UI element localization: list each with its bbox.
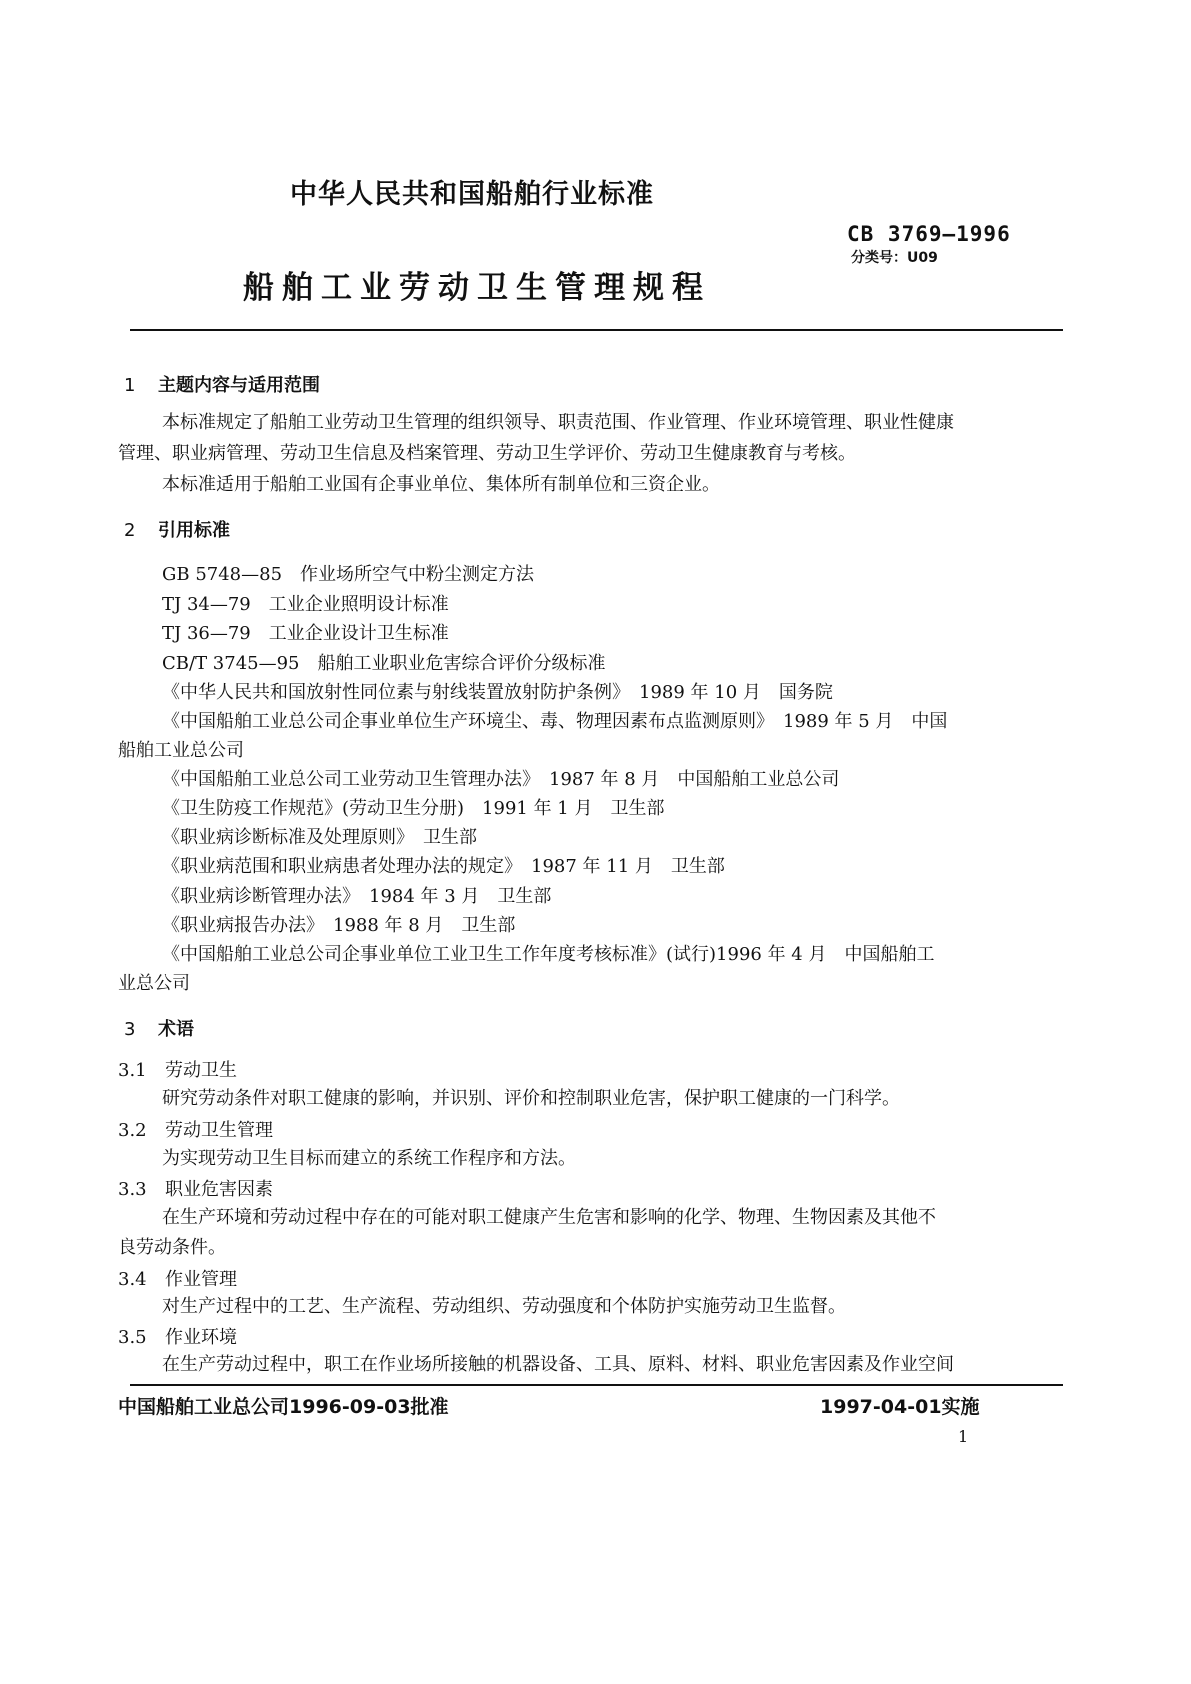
- term-name: 劳动卫生管理: [165, 1120, 273, 1141]
- term-number: 3.5: [118, 1327, 147, 1348]
- section-number: 1: [124, 375, 136, 396]
- section-title: 主题内容与适用范围: [158, 375, 320, 396]
- term-heading: [118, 1056, 237, 1082]
- reference-item: TJ 36—79 工业企业设计卫生标准: [162, 623, 449, 644]
- reference-item: TJ 34—79 工业企业照明设计标准: [162, 594, 449, 615]
- term-definition: 对生产过程中的工艺、生产流程、劳动组织、劳动强度和个体防护实施劳动卫生监督。: [162, 1296, 846, 1317]
- footer-divider: [130, 1384, 1063, 1386]
- reference-item: GB 5748—85 作业场所空气中粉尘测定方法: [162, 564, 535, 585]
- standard-org-title: 中华人民共和国船舶行业标准: [290, 179, 654, 210]
- section-title: 引用标准: [158, 520, 230, 541]
- term-number: 3.1: [118, 1060, 147, 1081]
- reference-item: 《中国船舶工业总公司企事业单位生产环境尘、毒、物理因素布点监测原则》 1989 年 5 月 中国: [162, 711, 948, 732]
- term-number: 3.2: [118, 1120, 147, 1141]
- term-definition: 为实现劳动卫生目标而建立的系统工作程序和方法。: [162, 1148, 576, 1169]
- term-definition: 研究劳动条件对职工健康的影响，并识别、评价和控制职业危害，保护职工健康的一门科学。: [162, 1088, 900, 1109]
- approval-line: 中国船舶工业总公司1996-09-03批准: [118, 1396, 449, 1418]
- term-definition-continued: 良劳动条件。: [118, 1237, 226, 1258]
- term-name: 作业管理: [165, 1269, 237, 1290]
- paragraph-line: 管理、职业病管理、劳动卫生信息及档案管理、劳动卫生学评价、劳动卫生健康教育与考核。: [118, 443, 856, 464]
- section-title: 术语: [158, 1019, 194, 1040]
- section-3-heading: [124, 1015, 194, 1041]
- reference-item-continued: 船舶工业总公司: [118, 740, 244, 761]
- term-heading: [118, 1323, 237, 1349]
- reference-item: CB/T 3745—95 船舶工业职业危害综合评价分级标准: [162, 653, 606, 674]
- paragraph-line: 本标准适用于船舶工业国有企事业单位、集体所有制单位和三资企业。: [162, 474, 720, 495]
- section-1-heading: [124, 371, 320, 397]
- classification-number: 分类号：U09: [851, 250, 938, 266]
- reference-item: 《中国船舶工业总公司工业劳动卫生管理办法》 1987 年 8 月 中国船舶工业总公司: [162, 769, 840, 790]
- section-number: 3: [124, 1019, 136, 1040]
- section-number: 2: [124, 520, 136, 541]
- term-heading: [118, 1175, 273, 1201]
- term-name: 作业环境: [165, 1327, 237, 1348]
- reference-item: 《卫生防疫工作规范》(劳动卫生分册) 1991 年 1 月 卫生部: [162, 798, 665, 819]
- term-number: 3.3: [118, 1179, 147, 1200]
- reference-item-continued: 业总公司: [118, 973, 190, 994]
- paragraph-line: 本标准规定了船舶工业劳动卫生管理的组织领导、职责范围、作业管理、作业环境管理、职业性健康: [162, 412, 954, 433]
- section-2-heading: [124, 516, 230, 542]
- term-definition: 在生产环境和劳动过程中存在的可能对职工健康产生危害和影响的化学、物理、生物因素及其他不: [162, 1207, 936, 1228]
- reference-item: 《中国船舶工业总公司企事业单位工业卫生工作年度考核标准》(试行)1996 年 4 月 中国船舶工: [162, 944, 935, 965]
- reference-item: 《职业病报告办法》 1988 年 8 月 卫生部: [162, 915, 516, 936]
- reference-item: 《职业病诊断标准及处理原则》 卫生部: [162, 827, 477, 848]
- term-heading: [118, 1116, 273, 1142]
- term-heading: [118, 1265, 237, 1291]
- effective-date: 1997-04-01实施: [820, 1396, 980, 1418]
- page-number: 1: [958, 1427, 969, 1446]
- term-definition: 在生产劳动过程中，职工在作业场所接触的机器设备、工具、原料、材料、职业危害因素及作业空间: [162, 1354, 954, 1375]
- document-title: 船舶工业劳动卫生管理规程: [243, 270, 711, 306]
- term-number: 3.4: [118, 1269, 147, 1290]
- term-name: 职业危害因素: [165, 1179, 273, 1200]
- reference-item: 《职业病诊断管理办法》 1984 年 3 月 卫生部: [162, 886, 552, 907]
- reference-item: 《职业病范围和职业病患者处理办法的规定》 1987 年 11 月 卫生部: [162, 856, 725, 877]
- reference-item: 《中华人民共和国放射性同位素与射线装置放射防护条例》 1989 年 10 月 国务院: [162, 682, 833, 703]
- term-name: 劳动卫生: [165, 1060, 237, 1081]
- standard-code: CB 3769—1996: [847, 222, 1011, 246]
- header-divider: [130, 329, 1063, 331]
